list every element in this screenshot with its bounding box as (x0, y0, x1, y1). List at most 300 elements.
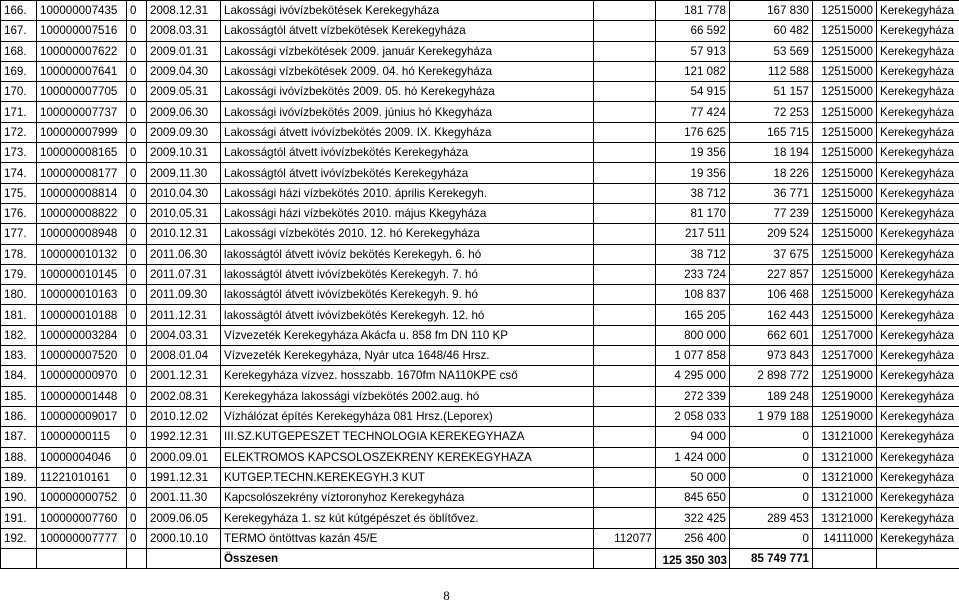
sub-number-cell: 0 (127, 467, 147, 487)
activation-date-cell: 2008.12.31 (147, 1, 221, 21)
sub-number-cell: 0 (127, 366, 147, 386)
asset-description-cell: Lakossági vízbekötés 2010. 12. hó Kerekegyháza (221, 224, 594, 244)
table-row (1, 467, 959, 487)
net-value-cell: 36 771 (730, 183, 813, 203)
account-code-cell: 12515000 (813, 224, 877, 244)
inventory-number-cell (594, 386, 656, 406)
net-value-cell: 662 601 (730, 325, 813, 345)
gross-value-cell: 176 625 (656, 122, 730, 142)
location-cell: Kerekegyháza (877, 224, 959, 244)
account-code-cell: 12515000 (813, 102, 877, 122)
table-row (1, 244, 959, 264)
gross-value-cell: 57 913 (656, 41, 730, 61)
sub-number-cell: 0 (127, 41, 147, 61)
account-code-cell: 12515000 (813, 1, 877, 21)
sub-number-cell: 0 (127, 143, 147, 163)
activation-date-cell: 2010.05.31 (147, 203, 221, 223)
row-index-cell: 177. (1, 224, 37, 244)
net-value-cell: 0 (730, 427, 813, 447)
location-cell: Kerekegyháza (877, 21, 959, 41)
asset-id-cell: 100000007737 (37, 102, 127, 122)
account-code-cell: 12519000 (813, 406, 877, 426)
asset-id-cell: 100000007516 (37, 21, 127, 41)
asset-description-cell: Lakosságtól átvett vízbekötések Kerekegyháza (221, 21, 594, 41)
asset-description-cell: KUTGEP.TECHN.KEREKEGYH.3 KUT (221, 467, 594, 487)
table-row (1, 305, 959, 325)
location-cell: Kerekegyháza (877, 143, 959, 163)
activation-date-cell: 1992.12.31 (147, 427, 221, 447)
sub-number-cell: 0 (127, 488, 147, 508)
inventory-number-cell (594, 183, 656, 203)
inventory-number-cell (594, 467, 656, 487)
net-value-cell: 0 (730, 447, 813, 467)
gross-value-cell: 38 712 (656, 244, 730, 264)
inventory-number-cell (594, 143, 656, 163)
net-value-cell: 60 482 (730, 21, 813, 41)
table-row (1, 163, 959, 183)
location-cell: Kerekegyháza (877, 427, 959, 447)
account-code-cell: 12515000 (813, 203, 877, 223)
account-code-cell: 13121000 (813, 488, 877, 508)
table-row (1, 325, 959, 345)
inventory-number-cell (594, 61, 656, 81)
asset-description-cell: Lakosságtól átvett ivóvízbekötés Kerekegyháza (221, 163, 594, 183)
asset-id-cell: 100000007520 (37, 346, 127, 366)
sub-number-cell: 0 (127, 163, 147, 183)
net-value-cell: 189 248 (730, 386, 813, 406)
activation-date-cell: 2000.09.01 (147, 447, 221, 467)
inventory-number-cell (594, 102, 656, 122)
location-cell: Kerekegyháza (877, 264, 959, 284)
account-code-cell: 12515000 (813, 244, 877, 264)
asset-id-cell: 100000010188 (37, 305, 127, 325)
row-index-cell: 168. (1, 41, 37, 61)
activation-date-cell: 2009.11.30 (147, 163, 221, 183)
account-code-cell: 13121000 (813, 427, 877, 447)
table-row (1, 41, 959, 61)
inventory-number-cell (594, 224, 656, 244)
sub-number-cell: 0 (127, 183, 147, 203)
table-row (1, 61, 959, 81)
account-code-cell: 12515000 (813, 163, 877, 183)
asset-description-cell: Lakossági ivóvízbekötés 2009. június hó Kkegyháza (221, 102, 594, 122)
inventory-number-cell (594, 163, 656, 183)
activation-date-cell: 2011.06.30 (147, 244, 221, 264)
row-index-cell: 171. (1, 102, 37, 122)
gross-value-cell: 4 295 000 (656, 366, 730, 386)
account-code-cell: 13121000 (813, 508, 877, 528)
net-value-cell: 1 979 188 (730, 406, 813, 426)
asset-id-cell: 100000010163 (37, 285, 127, 305)
asset-id-cell: 100000008165 (37, 143, 127, 163)
inventory-number-cell (594, 1, 656, 21)
location-cell: Kerekegyháza (877, 122, 959, 142)
location-cell: Kerekegyháza (877, 346, 959, 366)
table-row (1, 366, 959, 386)
inventory-number-cell (594, 244, 656, 264)
gross-value-cell: 38 712 (656, 183, 730, 203)
asset-id-cell: 100000007641 (37, 61, 127, 81)
table-row (1, 1, 959, 21)
gross-value-cell: 121 082 (656, 61, 730, 81)
account-code-cell: 12515000 (813, 122, 877, 142)
row-index-cell: 190. (1, 488, 37, 508)
sub-number-cell: 0 (127, 1, 147, 21)
inventory-number-cell (594, 366, 656, 386)
asset-id-cell: 100000007622 (37, 41, 127, 61)
net-value-cell: 162 443 (730, 305, 813, 325)
inventory-number-cell (594, 305, 656, 325)
activation-date-cell: 2008.03.31 (147, 21, 221, 41)
table-row (1, 143, 959, 163)
inventory-number-cell (594, 122, 656, 142)
row-index-cell: 172. (1, 122, 37, 142)
net-value-cell: 0 (730, 488, 813, 508)
account-code-cell: 12515000 (813, 143, 877, 163)
asset-id-cell: 100000003284 (37, 325, 127, 345)
row-index-cell: 180. (1, 285, 37, 305)
gross-value-cell: 77 424 (656, 102, 730, 122)
asset-description-cell: Kerekegyháza lakossági vízbekötés 2002.aug. hó (221, 386, 594, 406)
row-index-cell: 166. (1, 1, 37, 21)
net-value-cell: 106 468 (730, 285, 813, 305)
row-index-cell: 173. (1, 143, 37, 163)
account-code-cell: 12515000 (813, 41, 877, 61)
sub-number-cell: 0 (127, 427, 147, 447)
row-index-cell: 187. (1, 427, 37, 447)
account-code-cell: 12515000 (813, 183, 877, 203)
table-row (1, 427, 959, 447)
location-cell: Kerekegyháza (877, 41, 959, 61)
net-value-cell: 167 830 (730, 1, 813, 21)
activation-date-cell: 2009.04.30 (147, 61, 221, 81)
sub-number-cell: 0 (127, 346, 147, 366)
inventory-number-cell (594, 82, 656, 102)
inventory-number-cell (594, 41, 656, 61)
net-value-cell: 51 157 (730, 82, 813, 102)
inventory-number-cell (594, 325, 656, 345)
row-index-cell: 169. (1, 61, 37, 81)
row-index-cell: 182. (1, 325, 37, 345)
location-cell: Kerekegyháza (877, 163, 959, 183)
total-row (1, 549, 959, 569)
asset-description-cell: Lakossági ivóvízbekötések Kerekegyháza (221, 1, 594, 21)
row-index-cell: 179. (1, 264, 37, 284)
location-cell: Kerekegyháza (877, 447, 959, 467)
activation-date-cell: 2004.03.31 (147, 325, 221, 345)
total-label: Összesen (221, 549, 594, 569)
activation-date-cell: 2010.04.30 (147, 183, 221, 203)
asset-description-cell: Lakossági vízbekötések 2009. 04. hó Kerekegyháza (221, 61, 594, 81)
net-value-cell: 0 (730, 528, 813, 548)
gross-value-cell: 845 650 (656, 488, 730, 508)
sub-number-cell: 0 (127, 285, 147, 305)
total-gross: 125 350 303 (656, 549, 730, 569)
asset-id-cell: 100000008822 (37, 203, 127, 223)
net-value-cell: 18 226 (730, 163, 813, 183)
location-cell: Kerekegyháza (877, 285, 959, 305)
net-value-cell: 72 253 (730, 102, 813, 122)
sub-number-cell: 0 (127, 21, 147, 41)
gross-value-cell: 165 205 (656, 305, 730, 325)
inventory-number-cell (594, 508, 656, 528)
asset-description-cell: Vízvezeték Kerekegyháza Akácfa u. 858 fm DN 110 KP (221, 325, 594, 345)
sub-number-cell: 0 (127, 102, 147, 122)
row-index-cell: 167. (1, 21, 37, 41)
gross-value-cell: 19 356 (656, 143, 730, 163)
row-index-cell: 170. (1, 82, 37, 102)
sub-number-cell: 0 (127, 386, 147, 406)
activation-date-cell: 2009.06.05 (147, 508, 221, 528)
account-code-cell: 12517000 (813, 325, 877, 345)
location-cell: Kerekegyháza (877, 82, 959, 102)
inventory-number-cell (594, 488, 656, 508)
gross-value-cell: 108 837 (656, 285, 730, 305)
inventory-number-cell (594, 203, 656, 223)
row-index-cell: 186. (1, 406, 37, 426)
asset-description-cell: lakosságtól átvett ivóvízbekötés Kerekegyh. 7. hó (221, 264, 594, 284)
account-code-cell: 12515000 (813, 305, 877, 325)
table-row (1, 183, 959, 203)
gross-value-cell: 181 778 (656, 1, 730, 21)
sub-number-cell: 0 (127, 508, 147, 528)
location-cell: Kerekegyháza (877, 1, 959, 21)
asset-description-cell: Lakossági vízbekötések 2009. január Kerekegyháza (221, 41, 594, 61)
account-code-cell: 12515000 (813, 285, 877, 305)
asset-id-cell: 100000000970 (37, 366, 127, 386)
sub-number-cell: 0 (127, 82, 147, 102)
table-row (1, 122, 959, 142)
location-cell: Kerekegyháza (877, 203, 959, 223)
asset-id-cell: 11221010161 (37, 467, 127, 487)
asset-description-cell: III.SZ.KUTGEPESZET TECHNOLOGIA KEREKEGYHAZA (221, 427, 594, 447)
sub-number-cell: 0 (127, 203, 147, 223)
sub-number-cell: 0 (127, 224, 147, 244)
sub-number-cell: 0 (127, 325, 147, 345)
gross-value-cell: 81 170 (656, 203, 730, 223)
gross-value-cell: 54 915 (656, 82, 730, 102)
asset-id-cell: 100000007705 (37, 82, 127, 102)
inventory-number-cell (594, 346, 656, 366)
row-index-cell: 191. (1, 508, 37, 528)
table-row (1, 82, 959, 102)
total-net: 85 749 771 (730, 549, 813, 569)
sub-number-cell: 0 (127, 122, 147, 142)
account-code-cell: 12515000 (813, 21, 877, 41)
table-body (1, 1, 959, 549)
gross-value-cell: 50 000 (656, 467, 730, 487)
gross-value-cell: 66 592 (656, 21, 730, 41)
asset-id-cell: 100000001448 (37, 386, 127, 406)
activation-date-cell: 2001.12.31 (147, 366, 221, 386)
row-index-cell: 181. (1, 305, 37, 325)
asset-description-cell: TERMO öntöttvas kazán 45/E (221, 528, 594, 548)
inventory-number-cell (594, 285, 656, 305)
location-cell: Kerekegyháza (877, 183, 959, 203)
account-code-cell: 13121000 (813, 467, 877, 487)
activation-date-cell: 2011.09.30 (147, 285, 221, 305)
net-value-cell: 0 (730, 467, 813, 487)
gross-value-cell: 94 000 (656, 427, 730, 447)
gross-value-cell: 2 058 033 (656, 406, 730, 426)
asset-description-cell: Vízhálózat építés Kerekegyháza 081 Hrsz.(Leporex) (221, 406, 594, 426)
location-cell: Kerekegyháza (877, 467, 959, 487)
account-code-cell: 13121000 (813, 447, 877, 467)
sub-number-cell: 0 (127, 264, 147, 284)
account-code-cell: 12517000 (813, 346, 877, 366)
row-index-cell: 178. (1, 244, 37, 264)
asset-id-cell: 100000007999 (37, 122, 127, 142)
asset-id-cell: 100000009017 (37, 406, 127, 426)
location-cell: Kerekegyháza (877, 325, 959, 345)
net-value-cell: 165 715 (730, 122, 813, 142)
table-row (1, 488, 959, 508)
inventory-number-cell (594, 427, 656, 447)
row-index-cell: 174. (1, 163, 37, 183)
asset-description-cell: Kerekegyháza 1. sz kút kútgépészet és öblítővez. (221, 508, 594, 528)
net-value-cell: 2 898 772 (730, 366, 813, 386)
row-index-cell: 184. (1, 366, 37, 386)
gross-value-cell: 217 511 (656, 224, 730, 244)
asset-id-cell: 100000008177 (37, 163, 127, 183)
sub-number-cell: 0 (127, 305, 147, 325)
activation-date-cell: 2008.01.04 (147, 346, 221, 366)
row-index-cell: 189. (1, 467, 37, 487)
activation-date-cell: 2009.01.31 (147, 41, 221, 61)
activation-date-cell: 2001.11.30 (147, 488, 221, 508)
net-value-cell: 77 239 (730, 203, 813, 223)
table-row (1, 508, 959, 528)
account-code-cell: 12515000 (813, 264, 877, 284)
location-cell: Kerekegyháza (877, 305, 959, 325)
table-row (1, 224, 959, 244)
table-row (1, 346, 959, 366)
table-row (1, 102, 959, 122)
activation-date-cell: 2009.06.30 (147, 102, 221, 122)
location-cell: Kerekegyháza (877, 102, 959, 122)
activation-date-cell: 2010.12.31 (147, 224, 221, 244)
inventory-number-cell (594, 447, 656, 467)
inventory-number-cell (594, 21, 656, 41)
row-index-cell: 188. (1, 447, 37, 467)
asset-description-cell: ELEKTROMOS KAPCSOLOSZEKRENY KEREKEGYHAZA (221, 447, 594, 467)
activation-date-cell: 2010.12.02 (147, 406, 221, 426)
asset-description-cell: Vízvezeték Kerekegyháza, Nyár utca 1648/46 Hrsz. (221, 346, 594, 366)
table-row (1, 21, 959, 41)
activation-date-cell: 2009.09.30 (147, 122, 221, 142)
net-value-cell: 209 524 (730, 224, 813, 244)
row-index-cell: 175. (1, 183, 37, 203)
table-row (1, 447, 959, 467)
asset-id-cell: 100000007777 (37, 528, 127, 548)
sub-number-cell: 0 (127, 406, 147, 426)
sub-number-cell: 0 (127, 244, 147, 264)
asset-description-cell: Kapcsolószekrény víztoronyhoz Kerekegyháza (221, 488, 594, 508)
account-code-cell: 14111000 (813, 528, 877, 548)
net-value-cell: 18 194 (730, 143, 813, 163)
inventory-number-cell: 112077 (594, 528, 656, 548)
asset-description-cell: lakosságtól átvett ivóvízbekötés Kerekegyh. 9. hó (221, 285, 594, 305)
asset-description-cell: Lakossági házi vízbekötés 2010. május Kkegyháza (221, 203, 594, 223)
location-cell: Kerekegyháza (877, 386, 959, 406)
asset-id-cell: 100000007435 (37, 1, 127, 21)
inventory-number-cell (594, 264, 656, 284)
location-cell: Kerekegyháza (877, 406, 959, 426)
net-value-cell: 53 569 (730, 41, 813, 61)
activation-date-cell: 2011.12.31 (147, 305, 221, 325)
net-value-cell: 112 588 (730, 61, 813, 81)
location-cell: Kerekegyháza (877, 488, 959, 508)
asset-id-cell: 10000000115 (37, 427, 127, 447)
sub-number-cell: 0 (127, 447, 147, 467)
asset-description-cell: Lakossági ivóvízbekötés 2009. 05. hó Kerekegyháza (221, 82, 594, 102)
table-row (1, 203, 959, 223)
location-cell: Kerekegyháza (877, 528, 959, 548)
asset-description-cell: Lakossági átvett ivóvízbekötés 2009. IX. Kkegyháza (221, 122, 594, 142)
asset-description-cell: lakosságtól átvett ivóvíz bekötés Kerekegyh. 6. hó (221, 244, 594, 264)
location-cell: Kerekegyháza (877, 61, 959, 81)
gross-value-cell: 272 339 (656, 386, 730, 406)
sub-number-cell: 0 (127, 528, 147, 548)
gross-value-cell: 233 724 (656, 264, 730, 284)
gross-value-cell: 800 000 (656, 325, 730, 345)
asset-description-cell: lakosságtól átvett ivóvízbekötés Kerekegyh. 12. hó (221, 305, 594, 325)
activation-date-cell: 2009.10.31 (147, 143, 221, 163)
asset-id-cell: 10000004046 (37, 447, 127, 467)
activation-date-cell: 2000.10.10 (147, 528, 221, 548)
gross-value-cell: 1 077 858 (656, 346, 730, 366)
asset-id-cell: 100000010132 (37, 244, 127, 264)
asset-description-cell: Kerekegyháza vízvez. hosszabb. 1670fm NA110KPE cső (221, 366, 594, 386)
activation-date-cell: 2011.07.31 (147, 264, 221, 284)
asset-id-cell: 100000008948 (37, 224, 127, 244)
account-code-cell: 12519000 (813, 386, 877, 406)
account-code-cell: 12519000 (813, 366, 877, 386)
table-row (1, 386, 959, 406)
page-number: 8 (443, 588, 450, 603)
account-code-cell: 12515000 (813, 82, 877, 102)
net-value-cell: 289 453 (730, 508, 813, 528)
table-row (1, 406, 959, 426)
sub-number-cell: 0 (127, 61, 147, 81)
inventory-number-cell (594, 406, 656, 426)
asset-id-cell: 100000008814 (37, 183, 127, 203)
activation-date-cell: 1991.12.31 (147, 467, 221, 487)
row-index-cell: 176. (1, 203, 37, 223)
activation-date-cell: 2002.08.31 (147, 386, 221, 406)
gross-value-cell: 256 400 (656, 528, 730, 548)
gross-value-cell: 19 356 (656, 163, 730, 183)
location-cell: Kerekegyháza (877, 508, 959, 528)
table-row (1, 285, 959, 305)
net-value-cell: 227 857 (730, 264, 813, 284)
table-row (1, 264, 959, 284)
activation-date-cell: 2009.05.31 (147, 82, 221, 102)
gross-value-cell: 322 425 (656, 508, 730, 528)
table-row (1, 528, 959, 548)
net-value-cell: 973 843 (730, 346, 813, 366)
row-index-cell: 183. (1, 346, 37, 366)
net-value-cell: 37 675 (730, 244, 813, 264)
row-index-cell: 185. (1, 386, 37, 406)
gross-value-cell: 1 424 000 (656, 447, 730, 467)
asset-id-cell: 100000010145 (37, 264, 127, 284)
location-cell: Kerekegyháza (877, 244, 959, 264)
row-index-cell: 192. (1, 528, 37, 548)
asset-description-cell: Lakosságtól átvett ivóvízbekötés Kerekegyháza (221, 143, 594, 163)
asset-description-cell: Lakossági házi vízbekötés 2010. április Kerekegyh. (221, 183, 594, 203)
asset-id-cell: 100000000752 (37, 488, 127, 508)
